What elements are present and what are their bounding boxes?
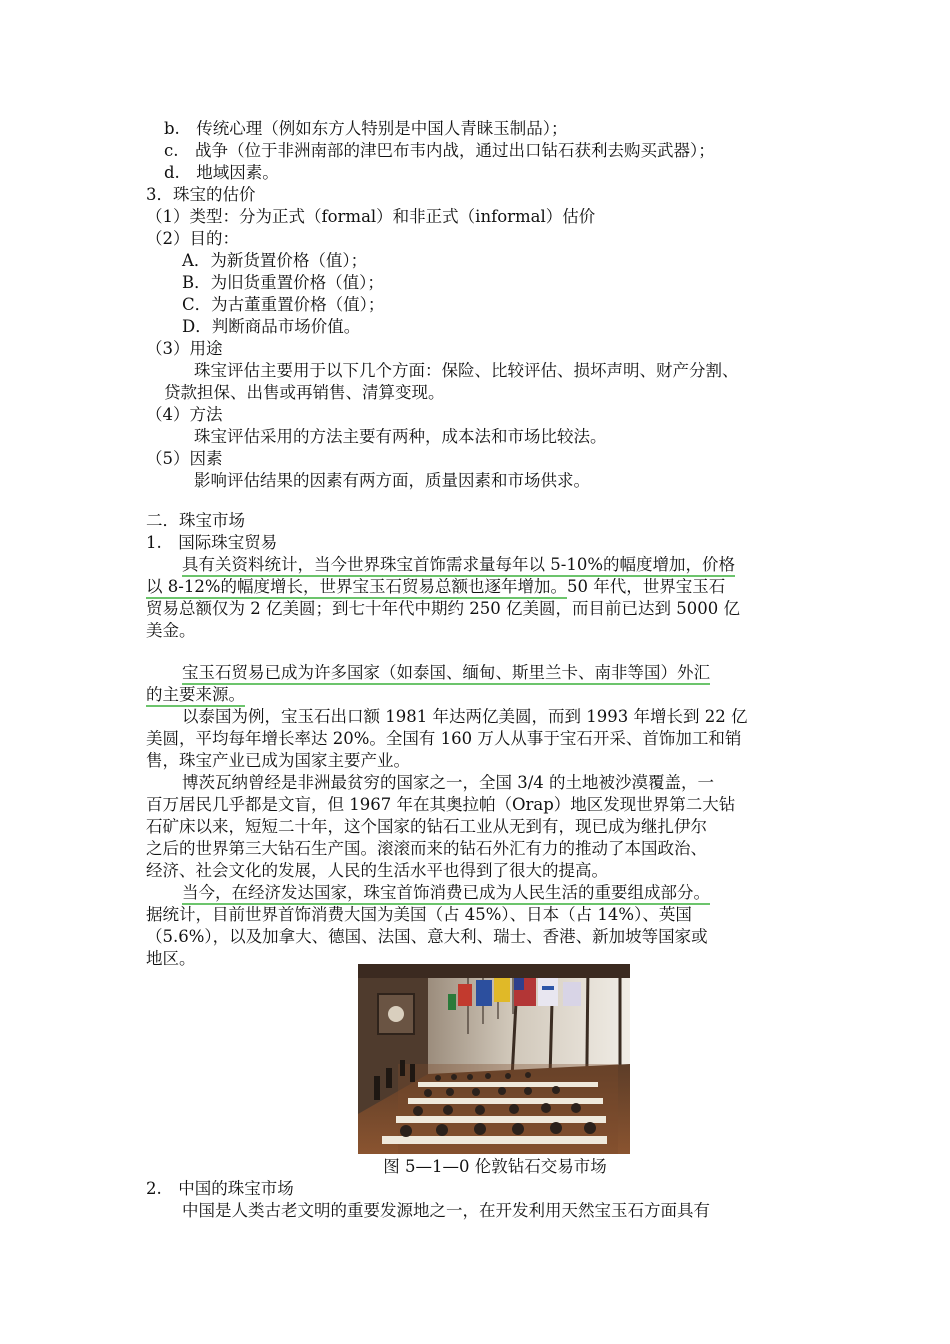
london-diamond-exchange-photo <box>358 964 630 1154</box>
text-line: b. 传统心理（例如东方人特别是中国人青睐玉制品）； <box>164 119 568 138</box>
underlined-text: 当今，在经济发达国家，珠宝首饰消费已成为人民生活的重要组成部分。 <box>182 883 710 905</box>
text-line: 美圆，平均每年增长率达 20%。全国有 160 万人从事于宝石开采、首饰加工和销 <box>146 729 742 748</box>
text-line: （2）目的： <box>146 229 239 248</box>
text-line: 美金。 <box>146 621 196 640</box>
text-line: 百万居民几乎都是文盲，但 1967 年在其奥拉帕（Orap）地区发现世界第二大钻 <box>146 795 736 814</box>
underlined-text: 以 8-12%的幅度增长，世界宝玉石贸易总额也逐年增加。 <box>146 577 567 599</box>
photo-illustration <box>358 964 630 1154</box>
underlined-text: 宝玉石贸易已成为许多国家（如泰国、缅甸、斯里兰卡、南非等国）外汇 <box>182 663 710 685</box>
text-line: C．为古董重置价格（值）； <box>182 295 385 314</box>
text-line: 石矿床以来，短短二十年，这个国家的钻石工业从无到有，现已成为继扎伊尔 <box>146 817 707 836</box>
text-span: 50 年代，世界宝玉石 <box>567 577 726 596</box>
section-heading: 1. 国际珠宝贸易 <box>146 533 278 552</box>
text-line: c. 战争（位于非洲南部的津巴布韦内战，通过出口钻石获利去购买武器）； <box>164 141 715 160</box>
text-line: （5.6%），以及加拿大、德国、法国、意大利、瑞士、香港、新加坡等国家或 <box>146 927 708 946</box>
underlined-text: 的主要来源。 <box>146 685 245 707</box>
text-line: （3）用途 <box>146 339 223 358</box>
section-heading: 二．珠宝市场 <box>146 511 245 530</box>
text-line: 中国是人类古老文明的重要发源地之一，在开发利用天然宝玉石方面具有 <box>182 1201 710 1220</box>
text-line: 贸易总额仅为 2 亿美圆；到七十年代中期约 250 亿美圆，而目前已达到 5000 亿 <box>146 599 740 618</box>
text-line: 地区。 <box>146 949 196 968</box>
text-line: （1）类型：分为正式（formal）和非正式（informal）估价 <box>146 207 596 226</box>
text-line: 经济、社会文化的发展，人民的生活水平也得到了很大的提高。 <box>146 861 608 880</box>
text-line: B．为旧货重置价格（值）； <box>182 273 384 292</box>
underlined-text: 具有关资料统计，当今世界珠宝首饰需求量每年以 5-10%的幅度增加，价格 <box>182 555 735 577</box>
text-line: d. 地域因素。 <box>164 163 279 182</box>
figure-caption: 图 5—1—0 伦敦钻石交易市场 <box>383 1157 607 1176</box>
text-line: 以泰国为例，宝玉石出口额 1981 年达两亿美圆，而到 1993 年增长到 22 亿 <box>182 707 748 726</box>
section-heading: 2. 中国的珠宝市场 <box>146 1179 294 1198</box>
text-line: A．为新货置价格（值）； <box>182 251 368 270</box>
text-line: 博茨瓦纳曾经是非洲最贫穷的国家之一，全国 3/4 的土地被沙漠覆盖，一 <box>182 773 715 792</box>
text-line: 售，珠宝产业已成为国家主要产业。 <box>146 751 410 770</box>
section-heading: 3．珠宝的估价 <box>146 185 256 204</box>
text-line: 影响评估结果的因素有两方面，质量因素和市场供求。 <box>194 471 590 490</box>
text-line: 珠宝评估采用的方法主要有两种，成本法和市场比较法。 <box>194 427 607 446</box>
text-line: （5）因素 <box>146 449 223 468</box>
text-line: D．判断商品市场价值。 <box>182 317 361 336</box>
text-line: 据统计，目前世界首饰消费大国为美国（占 45%）、日本（占 14%）、英国 <box>146 905 692 924</box>
text-line: 之后的世界第三大钻石生产国。滚滚而来的钻石外汇有力的推动了本国政治、 <box>146 839 707 858</box>
text-line: （4）方法 <box>146 405 223 424</box>
text-line: 贷款担保、出售或再销售、清算变现。 <box>164 383 445 402</box>
text-line: 珠宝评估主要用于以下几个方面：保险、比较评估、损坏声明、财产分割、 <box>194 361 739 380</box>
